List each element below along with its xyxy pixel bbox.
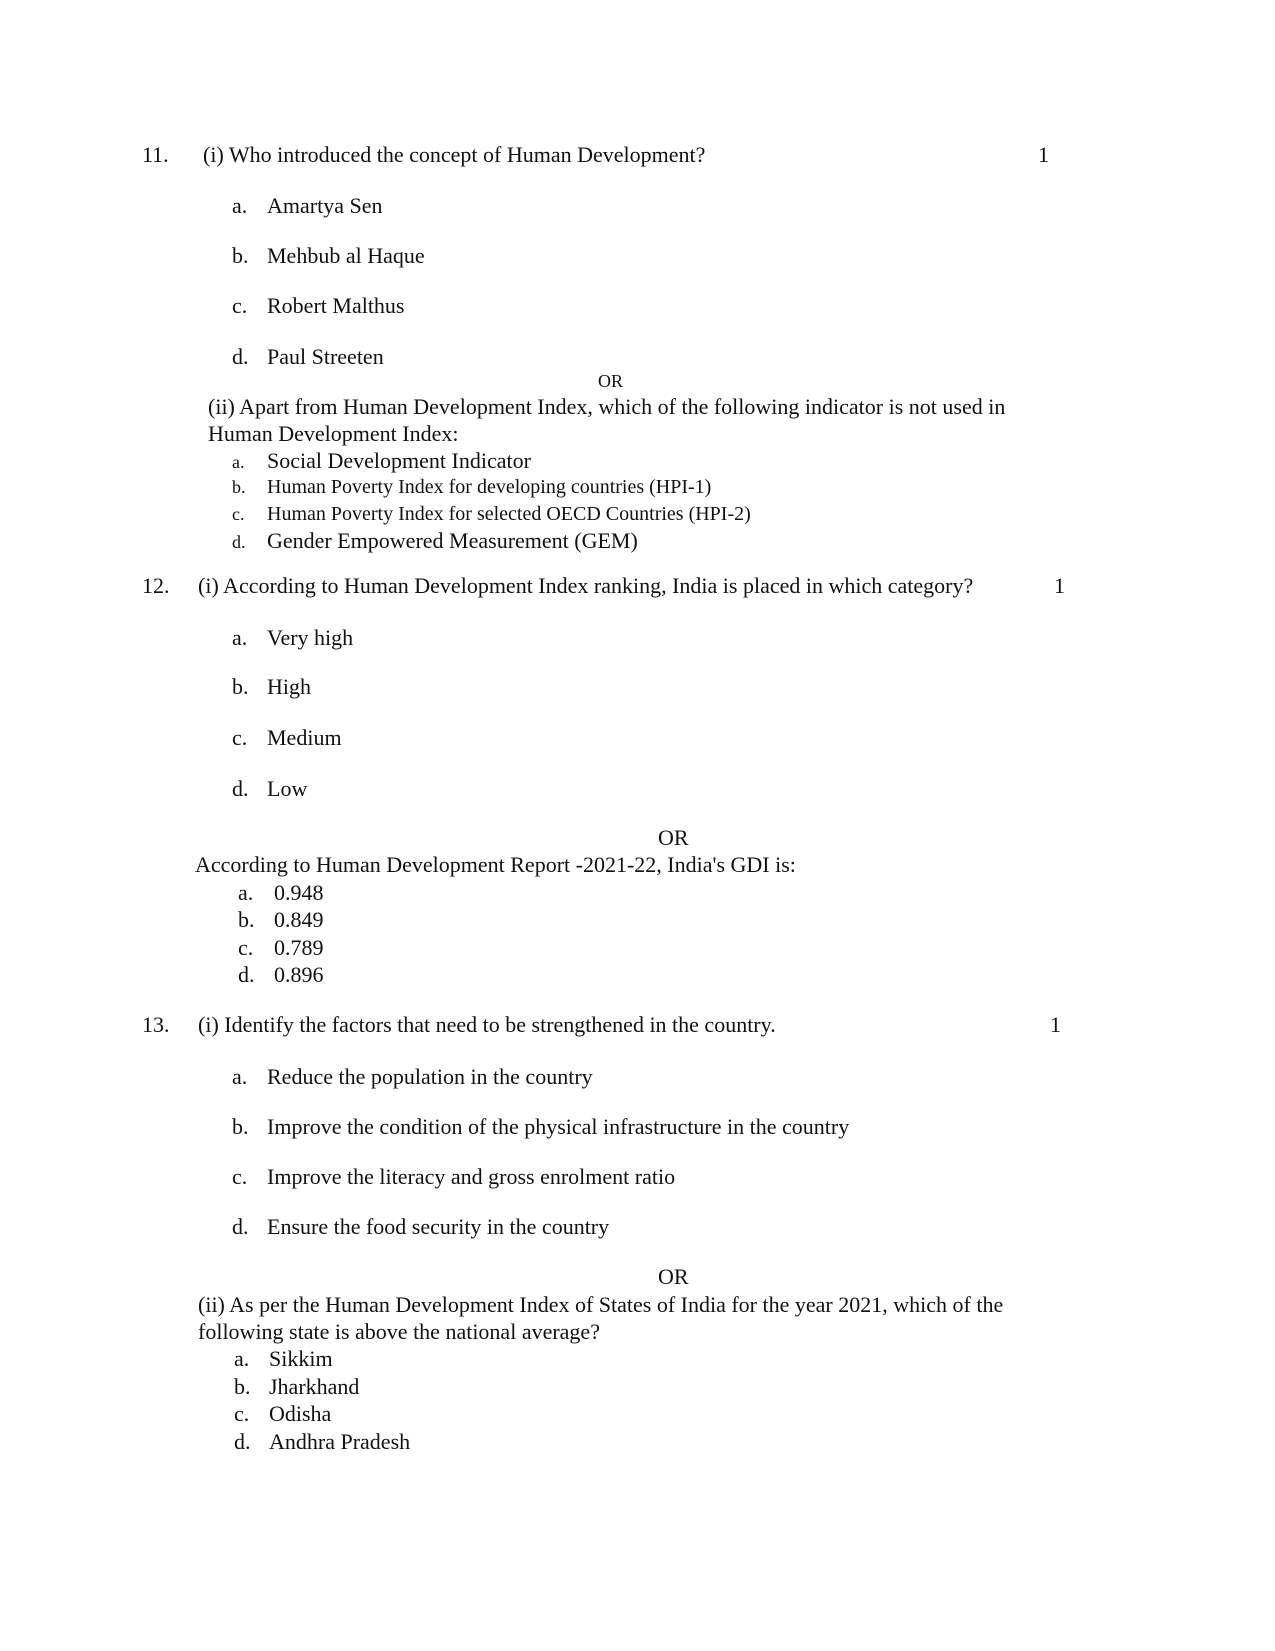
option-text: Medium — [267, 725, 342, 750]
option-letter: a. — [232, 452, 245, 472]
option-letter: a. — [238, 880, 254, 905]
option-text: Human Poverty Index for selected OECD Countries (HPI-2) — [267, 503, 751, 525]
option-letter: c. — [232, 1164, 248, 1189]
question-text: (ii) Apart from Human Development Index, which of the following indicator is not used in — [208, 394, 1006, 419]
option-text: Mehbub al Haque — [267, 243, 425, 268]
option-text: Amartya Sen — [267, 193, 383, 218]
or-separator: OR — [598, 371, 624, 391]
option-letter: b. — [232, 243, 249, 268]
question-text: following state is above the national average? — [198, 1319, 600, 1344]
option-text: Andhra Pradesh — [269, 1429, 411, 1454]
option-text: Human Poverty Index for developing countries (HPI-1) — [267, 476, 712, 498]
option-letter: a. — [232, 1064, 248, 1089]
option-letter: c. — [232, 293, 248, 318]
or-separator: OR — [658, 825, 689, 850]
option-text: Low — [267, 776, 308, 801]
option-text: Ensure the food security in the country — [267, 1214, 610, 1239]
option-text: Social Development Indicator — [267, 448, 531, 473]
option-text: 0.896 — [274, 962, 324, 987]
option-letter: c. — [234, 1401, 250, 1426]
option-text: 0.948 — [274, 880, 324, 905]
option-text: Paul Streeten — [267, 344, 384, 369]
option-letter: b. — [232, 477, 246, 497]
option-text: 0.849 — [274, 907, 324, 932]
option-letter: b. — [238, 907, 255, 932]
marks: 1 — [1038, 142, 1049, 167]
option-letter: a. — [232, 625, 248, 650]
question-text: (i) Who introduced the concept of Human Development? — [203, 142, 706, 167]
option-letter: c. — [232, 725, 248, 750]
marks: 1 — [1054, 573, 1065, 598]
option-text: 0.789 — [274, 935, 324, 960]
question-text: (ii) As per the Human Development Index of States of India for the year 2021, which of the — [198, 1292, 1004, 1317]
question-text: According to Human Development Report -2021-22, India's GDI is: — [195, 852, 796, 877]
option-letter: c. — [232, 504, 245, 524]
option-text: Jharkhand — [269, 1374, 360, 1399]
option-letter: d. — [232, 776, 249, 801]
option-letter: d. — [234, 1429, 251, 1454]
question-number: 12. — [142, 573, 170, 598]
option-text: Very high — [267, 625, 354, 650]
question-text: Human Development Index: — [208, 421, 459, 446]
option-text: Odisha — [269, 1401, 332, 1426]
option-letter: d. — [232, 344, 249, 369]
option-text: High — [267, 674, 311, 699]
option-text: Sikkim — [269, 1346, 333, 1371]
option-text: Improve the literacy and gross enrolment ratio — [267, 1164, 676, 1189]
option-letter: b. — [234, 1374, 251, 1399]
option-letter: d. — [238, 962, 255, 987]
or-separator: OR — [658, 1264, 689, 1289]
question-text: (i) According to Human Development Index ranking, India is placed in which category? — [198, 573, 974, 598]
question-number: 13. — [142, 1012, 170, 1037]
option-letter: b. — [232, 674, 249, 699]
option-letter: d. — [232, 1214, 249, 1239]
option-letter: c. — [238, 935, 254, 960]
question-number: 11. — [142, 142, 169, 167]
option-text: Improve the condition of the physical infrastructure in the country — [267, 1114, 850, 1139]
option-letter: a. — [234, 1346, 250, 1371]
option-text: Reduce the population in the country — [267, 1064, 593, 1089]
option-text: Robert Malthus — [267, 293, 405, 318]
option-letter: d. — [232, 532, 246, 552]
option-letter: b. — [232, 1114, 249, 1139]
option-letter: a. — [232, 193, 248, 218]
question-text: (i) Identify the factors that need to be strengthened in the country. — [198, 1012, 776, 1037]
marks: 1 — [1050, 1012, 1061, 1037]
option-text: Gender Empowered Measurement (GEM) — [267, 528, 638, 553]
